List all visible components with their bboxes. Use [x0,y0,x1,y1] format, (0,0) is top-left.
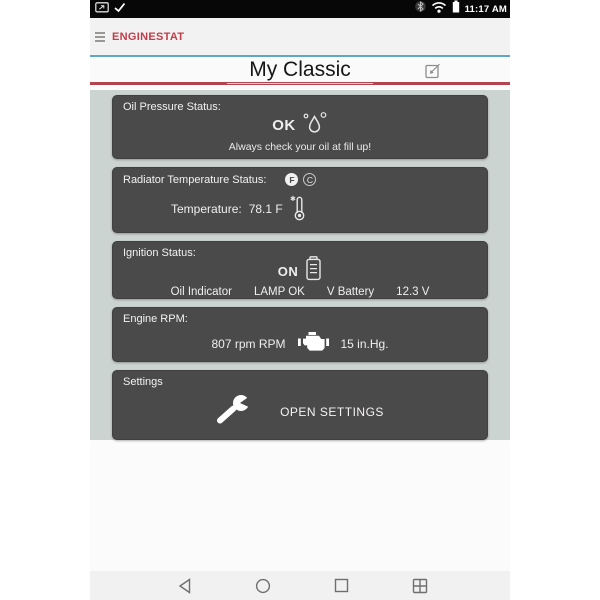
oil-pressure-card [112,95,488,159]
open-settings-label: OPEN SETTINGS [280,405,384,419]
edit-icon[interactable] [425,62,442,84]
ignition-status-card [112,241,488,299]
oil-indicator-label: Oil Indicator [170,286,232,298]
rpm-card-title: Engine RPM: [123,313,188,325]
wifi-icon [431,0,447,18]
bluetooth-icon [415,0,426,18]
ignition-status-row [123,256,477,286]
status-card-list [90,90,510,440]
menu-icon[interactable] [95,32,105,42]
radiator-temperature-card [112,167,488,233]
oil-card-title: Oil Pressure Status: [123,101,221,113]
tablet-screen [90,0,510,600]
ignition-status-value: ON [277,263,299,279]
settings-card [112,370,488,440]
vehicle-header [90,57,510,85]
rpm-value: 807 rpm RPM [211,336,286,351]
battery-vertical-icon [305,256,322,286]
oil-card-note: Always check your oil at fill up! [228,141,372,153]
status-bar [90,0,510,18]
check-icon [114,0,126,18]
back-icon[interactable] [178,578,192,594]
settings-card-title: Settings [123,376,163,388]
navigation-bar [90,571,510,600]
oil-status-value: OK [272,116,296,134]
engine-rpm-card [112,307,488,362]
wrench-icon [216,394,252,430]
battery-icon [452,0,460,18]
oil-status-row [123,110,477,141]
oil-droplet-icon [301,110,328,141]
status-time: 11:17 AM [464,3,507,15]
home-icon[interactable] [255,578,271,594]
status-bar-left [95,0,126,18]
ignition-readouts-row [123,286,477,298]
temperature-value: 78.1 F [248,202,283,216]
recents-icon[interactable] [334,578,349,593]
vacuum-value: 15 in.Hg. [340,336,389,351]
ignition-card-title: Ignition Status: [123,247,196,259]
rpm-readout-row [123,331,477,356]
v-battery-value: 12.3 V [396,286,430,298]
vehicle-name-field[interactable]: My Classic [227,57,373,84]
oil-indicator-value: LAMP OK [253,286,305,298]
celsius-toggle[interactable]: C [303,173,316,186]
app-title: ENGINESTAT [112,30,185,43]
dual-window-icon[interactable] [412,578,428,594]
fahrenheit-toggle[interactable]: F [285,173,298,186]
status-bar-right [415,0,507,18]
engine-icon [298,331,329,356]
radiator-title-row [123,173,477,186]
screen-cast-icon [95,0,109,18]
radiator-card-title: Radiator Temperature Status: [123,173,267,186]
temperature-row [171,194,477,224]
temperature-label: Temperature: [171,202,242,216]
thermometer-icon [290,194,306,224]
open-settings-button[interactable] [123,394,477,430]
v-battery-label: V Battery [326,286,375,298]
app-bar [90,18,510,57]
svg-text:✱: ✱ [289,196,296,203]
